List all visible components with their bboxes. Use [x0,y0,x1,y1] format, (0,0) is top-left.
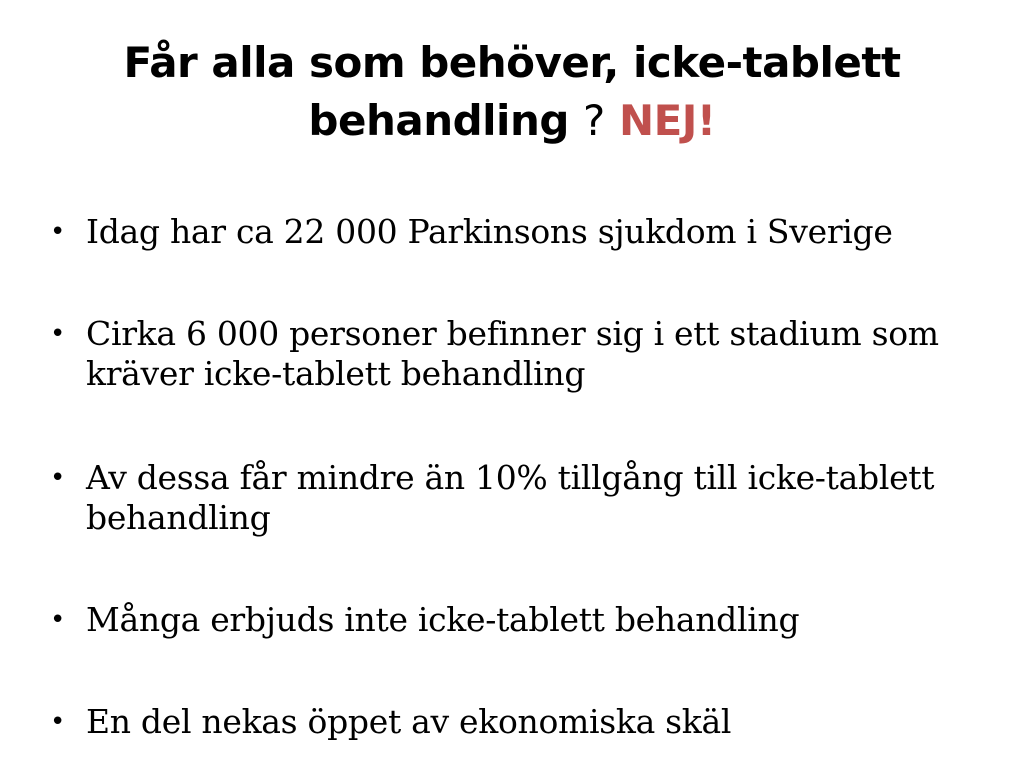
title-question-mark: ? [583,96,605,145]
slide-title [40,34,984,150]
bullet-item [50,702,990,742]
bullet-item [50,600,990,640]
bullet-icon: • [50,319,66,349]
bullet-text: Många erbjuds inte icke-tablett behandling [86,600,800,639]
bullet-item [50,212,990,252]
bullet-text: En del nekas öppet av ekonomiska skäl [86,702,732,741]
bullet-icon: • [50,463,66,493]
title-answer: NEJ! [618,96,716,145]
bullet-text: Cirka 6 000 personer befinner sig i ett stadium som kräver icke-tablett behandling [86,314,939,393]
bullet-text: Av dessa får mindre än 10% tillgång till icke-tablett behandling [86,458,935,537]
title-text-line1: Får alla som behöver, icke-tablett [123,38,901,87]
bullet-icon: • [50,217,66,247]
bullet-text: Idag har ca 22 000 Parkinsons sjukdom i Sverige [86,212,893,251]
title-text-line2: behandling [308,96,569,145]
bullet-item [50,314,990,394]
bullet-icon: • [50,707,66,737]
bullet-item [50,458,990,538]
bullet-icon: • [50,605,66,635]
